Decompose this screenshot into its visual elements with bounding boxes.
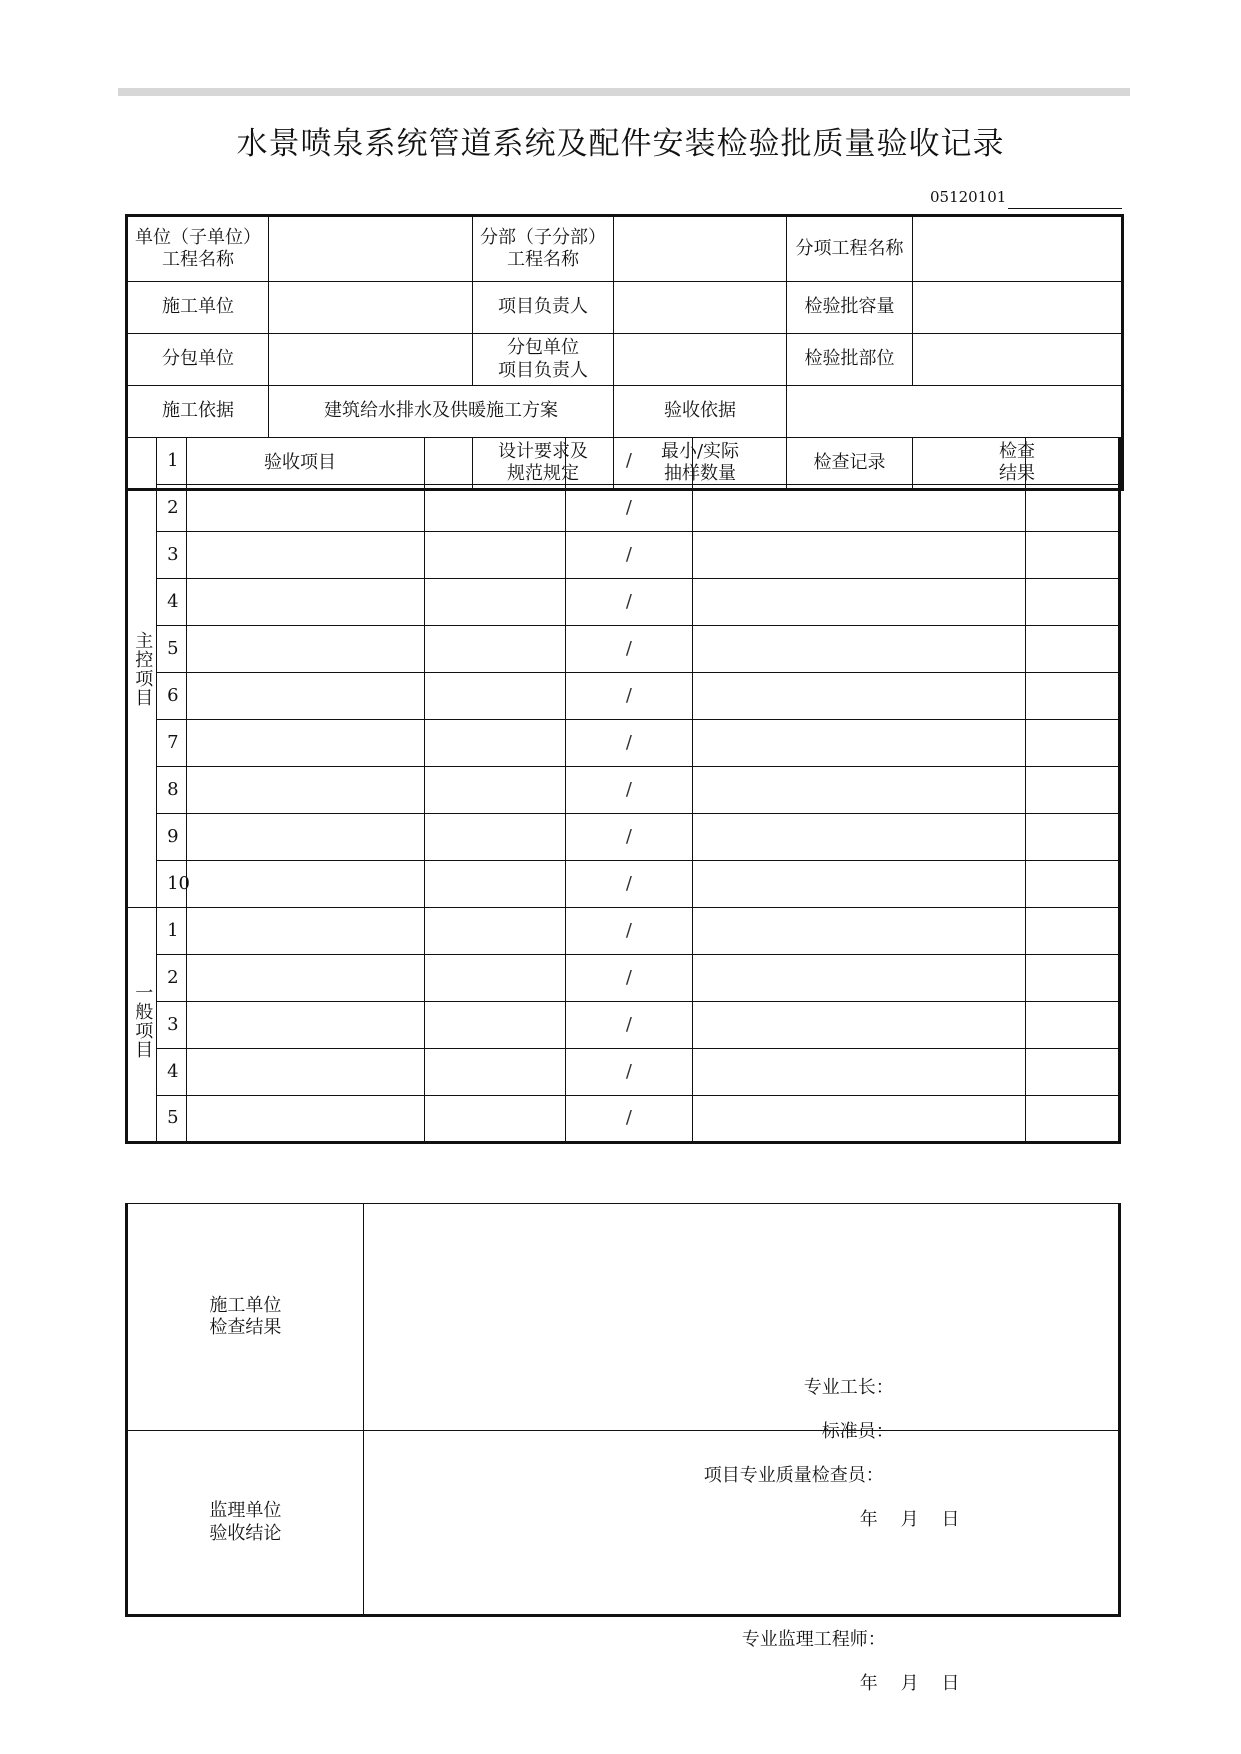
item-name-cell[interactable] [187, 908, 425, 955]
inspection-result-cell[interactable] [1025, 861, 1119, 908]
inspection-record-cell[interactable] [692, 1049, 1025, 1096]
design-requirement-cell[interactable] [424, 1002, 565, 1049]
design-requirement-cell[interactable] [424, 720, 565, 767]
sub-manager-value[interactable] [614, 334, 787, 386]
acceptance-basis-label: 验收依据 [614, 386, 787, 438]
sampling-cell[interactable]: / [566, 1096, 692, 1143]
inspection-result-cell[interactable] [1025, 532, 1119, 579]
main-group-label: 主控项目 [127, 438, 157, 908]
design-requirement-cell[interactable] [424, 673, 565, 720]
inspection-record-cell[interactable] [692, 485, 1025, 532]
batch-capacity-value[interactable] [913, 282, 1123, 334]
inspection-record-cell[interactable] [692, 814, 1025, 861]
sampling-cell[interactable]: / [566, 673, 692, 720]
inspection-result-cell[interactable] [1025, 1002, 1119, 1049]
unit-value[interactable] [269, 216, 473, 282]
inspection-record-cell[interactable] [692, 908, 1025, 955]
item-name-cell[interactable] [187, 485, 425, 532]
item-number: 5 [157, 1096, 187, 1143]
basis-label: 施工依据 [127, 386, 269, 438]
table-row [127, 579, 1120, 626]
general-group-label: 一般项目 [127, 908, 157, 1143]
inspection-record-cell[interactable] [692, 1002, 1025, 1049]
table-row [127, 767, 1120, 814]
items-table [125, 437, 1121, 1144]
inspection-result-cell[interactable] [1025, 673, 1119, 720]
page-title: 水景喷泉系统管道系统及配件安装检验批质量验收记录 [236, 126, 1005, 162]
supervisor-engineer-label: 专业监理工程师： [741, 1628, 886, 1650]
item-number: 4 [157, 579, 187, 626]
inspection-record-cell[interactable] [692, 955, 1025, 1002]
item-number: 2 [157, 955, 187, 1002]
col-sampling-header: 最小/实际 抽样数量 [614, 438, 787, 490]
project-manager-label: 项目负责人 [473, 282, 614, 334]
sampling-cell[interactable]: / [566, 720, 692, 767]
item-name-cell[interactable] [187, 1049, 425, 1096]
design-requirement-cell[interactable] [424, 955, 565, 1002]
item-number: 8 [157, 767, 187, 814]
col-design-header: 设计要求及 规范规定 [473, 438, 614, 490]
inspection-record-cell[interactable] [692, 861, 1025, 908]
inspection-result-cell[interactable] [1025, 955, 1119, 1002]
contractor-date: 年 月 日 [859, 1509, 960, 1530]
inspection-record-cell[interactable] [692, 532, 1025, 579]
division-value[interactable] [614, 216, 787, 282]
item-number: 3 [157, 1002, 187, 1049]
item-number: 5 [157, 626, 187, 673]
table-row [127, 626, 1120, 673]
item-name-cell[interactable] [187, 861, 425, 908]
batch-location-label: 检验批部位 [787, 334, 913, 386]
basis-value: 建筑给水排水及供暖施工方案 [269, 386, 614, 438]
batch-capacity-label: 检验批容量 [787, 282, 913, 334]
table-row [127, 955, 1120, 1002]
item-name-cell[interactable] [187, 955, 425, 1002]
contractor-check-label: 施工单位 检查结果 [127, 1204, 364, 1431]
division-label: 分部（子分部） 工程名称 [473, 216, 614, 282]
sampling-cell[interactable]: / [566, 485, 692, 532]
design-requirement-cell[interactable] [424, 1096, 565, 1143]
inspection-result-cell[interactable] [1025, 720, 1119, 767]
item-name-cell[interactable] [187, 1002, 425, 1049]
col-result-header: 检查 结果 [913, 438, 1123, 490]
item-number: 10 [157, 861, 187, 908]
table-row [127, 438, 1120, 485]
quality-inspector-label: 项目专业质量检查员： [703, 1465, 884, 1486]
item-name-cell[interactable] [187, 626, 425, 673]
design-requirement-cell[interactable] [424, 438, 565, 485]
sampling-cell[interactable]: / [566, 955, 692, 1002]
standard-officer-label: 标准员： [821, 1421, 894, 1442]
top-divider [118, 88, 1130, 96]
subcontractor-label: 分包单位 [127, 334, 269, 386]
sampling-cell[interactable]: / [566, 908, 692, 955]
table-row [127, 532, 1120, 579]
inspection-result-cell[interactable] [1025, 1096, 1119, 1143]
sampling-cell[interactable]: / [566, 532, 692, 579]
table-row [127, 1096, 1120, 1143]
form-code: 05120101 [930, 188, 1007, 206]
contractor-label: 施工单位 [127, 282, 269, 334]
design-requirement-cell[interactable] [424, 579, 565, 626]
item-name-cell[interactable] [187, 673, 425, 720]
col-record-header: 检查记录 [787, 438, 913, 490]
sampling-cell[interactable]: / [566, 814, 692, 861]
item-name-cell[interactable] [187, 438, 425, 485]
inspection-record-cell[interactable] [692, 1096, 1025, 1143]
design-requirement-cell[interactable] [424, 908, 565, 955]
inspection-record-cell[interactable] [692, 626, 1025, 673]
inspection-result-cell[interactable] [1025, 908, 1119, 955]
supervisor-label: 监理单位 验收结论 [127, 1431, 364, 1616]
sampling-cell[interactable]: / [566, 861, 692, 908]
item-number: 3 [157, 532, 187, 579]
supervisor-area [363, 1431, 1119, 1694]
inspection-result-cell[interactable] [1025, 579, 1119, 626]
sampling-cell[interactable]: / [566, 579, 692, 626]
item-number: 9 [157, 814, 187, 861]
item-name-cell[interactable] [187, 1096, 425, 1143]
table-row [127, 908, 1120, 955]
design-requirement-cell[interactable] [424, 861, 565, 908]
supervisor-date: 年 月 日 [859, 1672, 960, 1694]
subcontractor-value[interactable] [269, 334, 473, 386]
inspection-result-cell[interactable] [1025, 485, 1119, 532]
table-row [127, 814, 1120, 861]
item-number: 7 [157, 720, 187, 767]
inspection-record-cell[interactable] [692, 579, 1025, 626]
item-number: 4 [157, 1049, 187, 1096]
table-row [127, 861, 1120, 908]
table-row [127, 720, 1120, 767]
design-requirement-cell[interactable] [424, 626, 565, 673]
table-row [127, 1049, 1120, 1096]
item-name-cell[interactable] [187, 532, 425, 579]
acceptance-basis-value[interactable] [787, 386, 1123, 438]
inspection-result-cell[interactable] [1025, 1049, 1119, 1096]
design-requirement-cell[interactable] [424, 814, 565, 861]
batch-location-value[interactable] [913, 334, 1123, 386]
item-name-cell[interactable] [187, 579, 425, 626]
sampling-cell[interactable]: / [566, 1049, 692, 1096]
item-name-cell[interactable] [187, 814, 425, 861]
col-item-header: 验收项目 [127, 438, 473, 490]
item-number: 1 [157, 908, 187, 955]
inspection-record-cell[interactable] [692, 673, 1025, 720]
inspection-result-cell[interactable] [1025, 438, 1119, 485]
subitem-label: 分项工程名称 [787, 216, 913, 282]
design-requirement-cell[interactable] [424, 485, 565, 532]
inspection-record-cell[interactable] [692, 767, 1025, 814]
design-requirement-cell[interactable] [424, 532, 565, 579]
form-code-underline [1008, 208, 1122, 209]
signature-table [125, 1203, 1121, 1694]
table-row [127, 485, 1120, 532]
design-requirement-cell[interactable] [424, 1049, 565, 1096]
inspection-result-cell[interactable] [1025, 814, 1119, 861]
contractor-check-area [363, 1204, 1119, 1530]
item-number: 2 [157, 485, 187, 532]
sampling-cell[interactable]: / [566, 438, 692, 485]
sampling-cell[interactable]: / [566, 767, 692, 814]
item-number: 6 [157, 673, 187, 720]
design-requirement-cell[interactable] [424, 767, 565, 814]
item-number: 1 [157, 438, 187, 485]
contractor-value[interactable] [269, 282, 473, 334]
table-row [127, 673, 1120, 720]
inspection-result-cell[interactable] [1025, 626, 1119, 673]
unit-label: 单位（子单位） 工程名称 [127, 216, 269, 282]
item-name-cell[interactable] [187, 720, 425, 767]
inspection-record-cell[interactable] [692, 720, 1025, 767]
subitem-value[interactable] [913, 216, 1123, 282]
sampling-cell[interactable]: / [566, 1002, 692, 1049]
sub-manager-label: 分包单位 项目负责人 [473, 334, 614, 386]
item-name-cell[interactable] [187, 767, 425, 814]
inspection-result-cell[interactable] [1025, 767, 1119, 814]
table-row [127, 1002, 1120, 1049]
project-manager-value[interactable] [614, 282, 787, 334]
sampling-cell[interactable]: / [566, 626, 692, 673]
inspection-record-cell[interactable] [692, 438, 1025, 485]
foreman-label: 专业工长： [803, 1377, 894, 1398]
